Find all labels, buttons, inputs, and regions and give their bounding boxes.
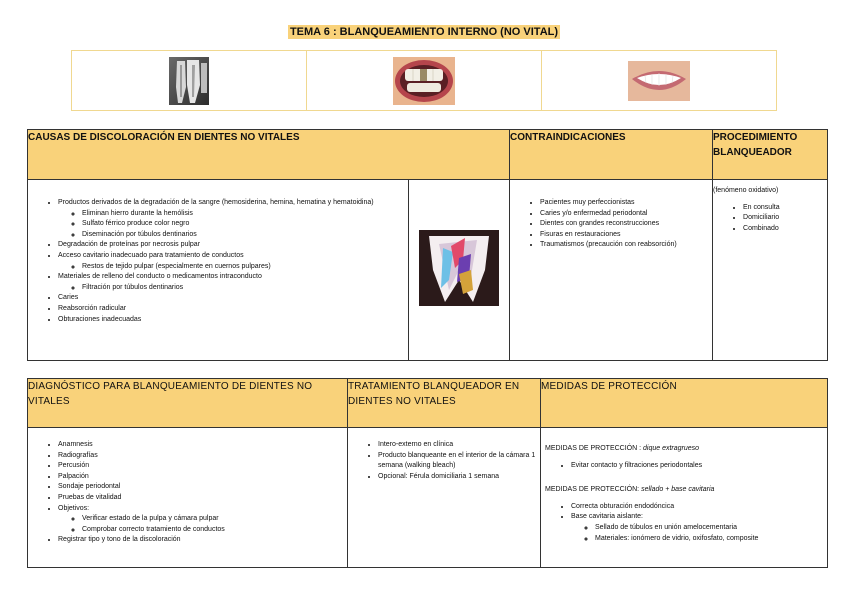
list-item-text: Pruebas de vitalidad [58,493,122,501]
image-strip [71,50,777,111]
causas-list [28,198,408,325]
list-item-text: Reabsorción radicular [58,304,127,312]
list-item [540,230,712,241]
sub-list-item: ◦ Materiales: ionómero de vidrio, oxifosfato, composite [595,534,827,545]
sub-list-item: ◦ Diseminación por túbulos dentinarios [82,230,408,241]
list-item [58,240,408,251]
list-item [571,502,827,513]
list-item-text: En consulta [743,203,780,211]
list-item [378,440,540,451]
list-item-text: Opcional: Férula domiciliaria 1 semana [378,472,499,480]
contraindicaciones-cell [510,180,713,361]
sub-list-item: ◦ Comprobar correcto tratamiento de conductos [82,525,347,536]
list-item-text: Domiciliario [743,214,780,222]
page-title [0,22,848,40]
list-item-text: Dientes con grandes reconstrucciones [540,220,660,228]
list-item [540,240,712,251]
list-item-text: Sondaje periodontal [58,483,121,491]
causas-cell [28,180,409,361]
list-item [58,504,347,536]
list-item [58,315,408,326]
medidas-block2-list [541,502,827,544]
sub-list-item: ◦ Eliminan hierro durante la hemólisis [82,209,408,220]
list-item-text: Palpación [58,472,89,480]
discolored-teeth-image [393,57,455,105]
list-item [58,293,408,304]
list-item-text: Intero-externo en clínica [378,441,454,448]
diagnostico-list [28,440,347,546]
list-item-text: Combinado [743,224,779,232]
list-item-text: Traumatismos (precaución con reabsorción) [540,241,677,249]
list-item [58,251,408,272]
medidas-cell [541,428,828,568]
sub-list [58,262,408,273]
tratamiento-list [348,440,540,482]
list-item [743,224,827,235]
list-item [58,482,347,493]
image-cell-radiograph [72,51,307,110]
list-item-text: Obturaciones inadecuadas [58,315,142,323]
list-item [378,451,540,472]
page-title-text: TEMA 6 : BLANQUEAMIENTO INTERNO (NO VITAL) [289,26,559,38]
list-item-text: Caries y/o enfermedad periodontal [540,209,648,217]
list-item-text: Caries [58,294,79,302]
sub-list-item: ◦ Verificar estado de la pulpa y cámara pulpar [82,514,347,525]
sub-list [58,283,408,294]
header-medidas: MEDIDAS DE PROTECCIÓN [541,379,828,428]
list-item [540,198,712,209]
list-item [540,219,712,230]
radiograph-image [169,57,209,105]
list-item-text: Degradación de proteínas por necrosis pulpar [58,241,201,249]
list-item-text: Fisuras en restauraciones [540,230,621,238]
sub-list-item: ◦ Sulfato férrico produce color negro [82,219,408,230]
list-item-text: Anamnesis [58,441,93,448]
list-item [540,209,712,220]
list-item [58,304,408,315]
list-item [571,461,827,472]
tooth-diagram-image [419,230,499,306]
list-item [58,472,347,483]
list-item-text: Productos derivados de la degradación de la sangre (hemosiderina, hemina, hematina y hematoidina) [58,199,374,206]
procedimiento-intro: (fenómeno oxidativo) [713,187,779,194]
list-item [378,472,540,483]
list-item [58,493,347,504]
procedimiento-list [713,203,827,235]
table-diagnostico [27,378,828,568]
list-item [58,535,347,546]
header-procedimiento: PROCEDIMIENTO BLANQUEADOR [713,130,828,180]
list-item [571,512,827,544]
white-smile-image [628,61,690,101]
list-item-text: Radiografías [58,451,98,459]
table-causas [27,129,828,361]
image-cell-white-smile [542,51,776,110]
list-item-text: Producto blanqueante en el interior de la cámara 1 semana (walking bleach) [378,451,536,470]
list-item [58,272,408,293]
list-item-text: Evitar contacto y filtraciones periodontales [571,461,703,469]
sub-list-item: ◦ Filtración por túbulos dentinarios [82,283,408,294]
medidas-block1-list [541,461,827,472]
list-item-text: Percusión [58,462,90,470]
list-item-text: Registrar tipo y tono de la discoloración [58,536,181,544]
sub-list [571,523,827,544]
header-causas: CAUSAS DE DISCOLORACIÓN EN DIENTES NO VITALES [28,130,510,180]
list-item-text: Objetivos: [58,504,90,512]
list-item-text: Base cavitaria aislante: [571,513,643,521]
tooth-diagram-cell [409,180,510,361]
sub-list-item: ◦ Restos de tejido pulpar (especialmente en cuernos pulpares) [82,262,408,273]
image-cell-discolored-teeth [307,51,542,110]
header-tratamiento: TRATAMIENTO BLANQUEADOR EN DIENTES NO VITALES [348,379,541,428]
diagnostico-cell [28,428,348,568]
procedimiento-cell [713,180,828,361]
tratamiento-cell [348,428,541,568]
list-item-text: Materiales de relleno del conducto o medicamentos intraconducto [58,273,262,281]
medidas-block2-title: MEDIDAS DE PROTECCIÓN: sellado + base cavitaria [545,486,715,494]
header-contraindicaciones: CONTRAINDICACIONES [510,130,713,180]
sub-list [58,209,408,241]
contraindicaciones-list [510,198,712,251]
medidas-block1-title: MEDIDAS DE PROTECCIÓN : dique extragrueso [545,445,700,452]
list-item [58,198,408,240]
sub-list [58,514,347,535]
list-item [743,203,827,214]
list-item-text: Pacientes muy perfeccionistas [540,199,635,206]
sub-list-item: ◦ Sellado de túbulos en unión amelocementaria [595,523,827,534]
list-item [58,451,347,462]
list-item [58,440,347,451]
list-item-text: Acceso cavitario inadecuado para tratamiento de conductos [58,251,244,259]
list-item [743,213,827,224]
list-item-text: Correcta obturación endodóncica [571,502,675,510]
list-item [58,461,347,472]
header-diagnostico: DIAGNÓSTICO PARA BLANQUEAMIENTO DE DIENTES NO VITALES [28,379,348,428]
